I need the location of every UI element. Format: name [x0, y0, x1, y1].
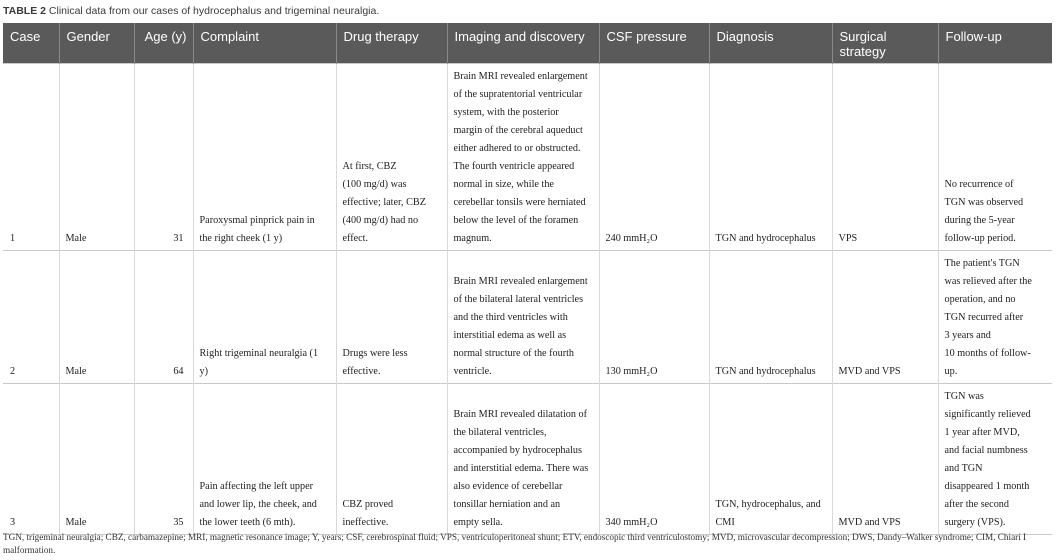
follow-up-text: No recurrence of TGN was observed during the 5-year follow-up period.	[944, 179, 1024, 244]
drug-therapy-text: At first, CBZ (100 mg/d) was effective; later, CBZ (400 mg/d) had no effect.	[342, 161, 426, 244]
table-row	[3, 64, 1052, 251]
cell-imaging	[447, 64, 599, 251]
cell-gender: Male	[59, 251, 134, 384]
drug-therapy-text: Drugs were less effective.	[342, 348, 408, 377]
diagnosis-text: TGN, hydrocephalus, and CMI	[715, 499, 821, 528]
cell-age: 31	[134, 64, 193, 251]
cell-age: 35	[134, 384, 193, 535]
col-header-diagnosis: Diagnosis	[709, 23, 832, 64]
cell-diagnosis	[709, 384, 832, 535]
cell-gender: Male	[59, 384, 134, 535]
col-header-age: Age (y)	[134, 23, 193, 64]
cell-gender: Male	[59, 64, 134, 251]
cell-drug-therapy	[336, 251, 447, 384]
header-row	[3, 23, 1052, 64]
cell-case: 3	[3, 384, 59, 535]
imaging-text: Brain MRI revealed dilatation of the bilateral ventricles, accompanied by hydrocephalus and interstitial edema. There was also evidence of cerebellar tonsillar herniation and an empty sella.	[453, 409, 589, 528]
cell-surgical-strategy: MVD and VPS	[832, 251, 938, 384]
table-footnote: TGN, trigeminal neuralgia; CBZ, carbamazepine; MRI, magnetic resonance image; Y, years; CSF, cerebrospinal fluid; VPS, ventriculoperitoneal shunt; ETV, endoscopic third ventriculostomy; MVD, microvascular decompression; DWS, Dandy–Walker syndrome; CIM, Chiari I malformation.	[3, 532, 1027, 555]
col-header-complaint: Complaint	[193, 23, 336, 64]
col-header-surgical-strategy: Surgical strategy	[832, 23, 938, 64]
follow-up-text: TGN was significantly relieved 1 year after MVD, and facial numbness and TGN disappeared 1 month after the second surgery (VPS).	[944, 391, 1031, 528]
cell-surgical-strategy: MVD and VPS	[832, 384, 938, 535]
col-header-drug-therapy: Drug therapy	[336, 23, 447, 64]
clinical-data-table	[3, 23, 1052, 535]
drug-therapy-text: CBZ proved ineffective.	[342, 499, 394, 528]
col-header-follow-up: Follow-up	[938, 23, 1052, 64]
cell-diagnosis	[709, 251, 832, 384]
complaint-text: Paroxysmal pinprick pain in the right cheek (1 y)	[199, 215, 315, 244]
cell-drug-therapy	[336, 384, 447, 535]
cell-case: 2	[3, 251, 59, 384]
cell-follow-up	[938, 64, 1052, 251]
diagnosis-text: TGN and hydrocephalus	[715, 366, 816, 377]
complaint-text: Pain affecting the left upper and lower lip, the cheek, and the lower teeth (6 mth).	[199, 481, 317, 528]
follow-up-text: The patient's TGN was relieved after the operation, and no TGN recurred after 3 years and 10 months of follow- up.	[944, 258, 1032, 377]
imaging-text: Brain MRI revealed enlargement of the supratentorial ventricular system, with the posterior margin of the cerebral aqueduct either adhered to or obstructed. The fourth ventricle appeared normal in size, while the cerebellar tonsils were herniated below the level of the foramen magnum.	[453, 71, 588, 244]
table-caption	[3, 5, 379, 17]
cell-case: 1	[3, 64, 59, 251]
cell-drug-therapy	[336, 64, 447, 251]
cell-complaint	[193, 251, 336, 384]
cell-imaging	[447, 251, 599, 384]
imaging-text: Brain MRI revealed enlargement of the bilateral lateral ventricles and the third ventricles with interstitial edema as well as normal structure of the fourth ventricle.	[453, 276, 588, 377]
table-label: TABLE 2	[3, 5, 46, 17]
col-header-csf-pressure: CSF pressure	[599, 23, 709, 64]
cell-complaint	[193, 64, 336, 251]
cell-csf-pressure: 240 mmH₂O	[599, 64, 709, 251]
cell-imaging	[447, 384, 599, 535]
cell-follow-up	[938, 384, 1052, 535]
cell-age: 64	[134, 251, 193, 384]
cell-diagnosis	[709, 64, 832, 251]
cell-follow-up	[938, 251, 1052, 384]
cell-complaint	[193, 384, 336, 535]
col-header-imaging: Imaging and discovery	[447, 23, 599, 64]
cell-csf-pressure: 340 mmH₂O	[599, 384, 709, 535]
col-header-case: Case	[3, 23, 59, 64]
col-header-gender: Gender	[59, 23, 134, 64]
complaint-text: Right trigeminal neuralgia (1 y)	[199, 348, 319, 377]
table-row	[3, 384, 1052, 535]
table-row	[3, 251, 1052, 384]
diagnosis-text: TGN and hydrocephalus	[715, 233, 816, 244]
table-title: Clinical data from our cases of hydrocephalus and trigeminal neuralgia.	[48, 5, 380, 17]
cell-surgical-strategy: VPS	[832, 64, 938, 251]
cell-csf-pressure: 130 mmH₂O	[599, 251, 709, 384]
